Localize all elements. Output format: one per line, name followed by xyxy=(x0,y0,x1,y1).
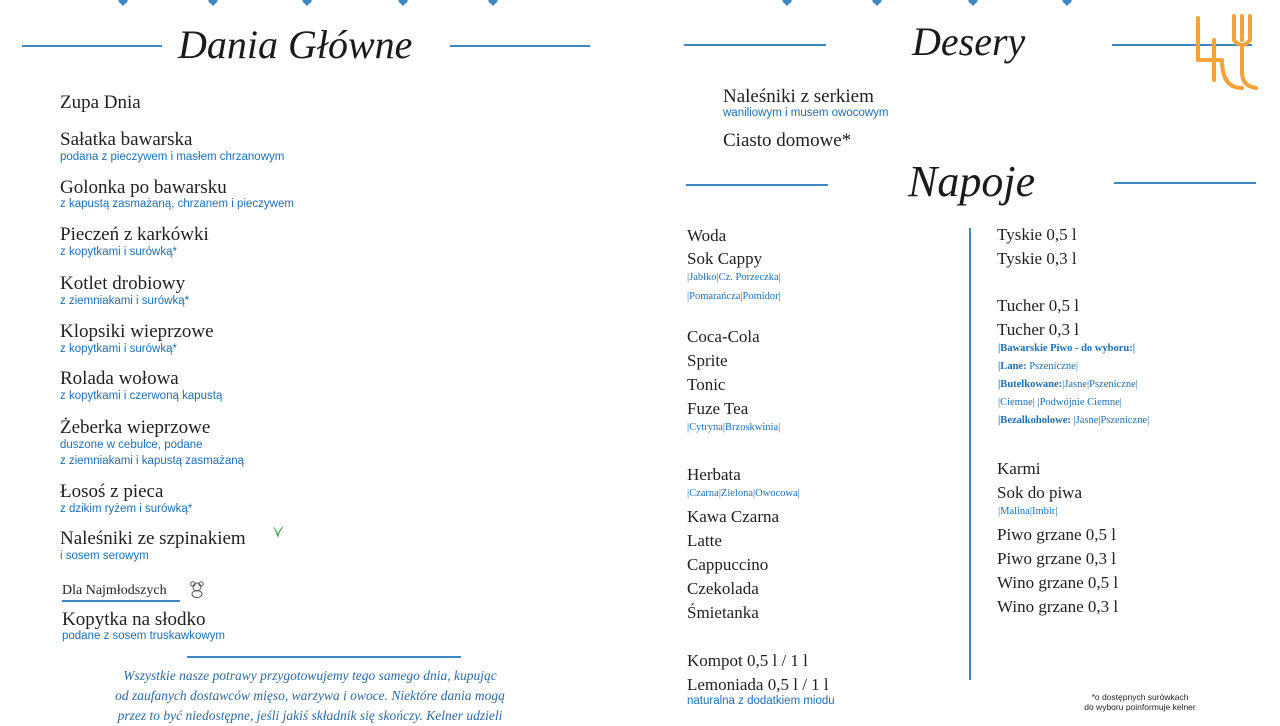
dish-name: Łosoś z pieca xyxy=(60,481,164,502)
drink-name: Tucher 0,3 l xyxy=(997,320,1080,339)
footnote-line: do wyboru poinformuje kelner xyxy=(1084,702,1196,713)
dish-name: Naleśniki ze szpinakiem xyxy=(60,528,246,549)
drink-name: Kompot 0,5 l / 1 l xyxy=(687,651,808,670)
drink-name: Tucher 0,5 l xyxy=(997,296,1080,315)
heading-rule xyxy=(684,44,826,46)
ornament-icon xyxy=(1062,0,1072,6)
drink-options: |Czarna|Zielona|Owocowa| xyxy=(687,488,800,499)
ornament-icon xyxy=(872,0,882,6)
drink-name: Karmi xyxy=(997,459,1041,478)
dish-description: podana z pieczywem i masłem chrzanowym xyxy=(60,151,285,163)
drink-name: Woda xyxy=(687,226,727,245)
dish-description: i sosem serowym xyxy=(60,550,149,562)
dish-description: z kopytkami i czerwoną kapustą xyxy=(60,390,223,402)
drink-name: Sok do piwa xyxy=(997,483,1082,502)
drink-name: Tyskie 0,3 l xyxy=(997,249,1077,268)
drink-name: Piwo grzane 0,5 l xyxy=(997,525,1116,544)
drink-name: Lemoniada 0,5 l / 1 l xyxy=(687,675,829,694)
drink-options: |Cytryna|Brzoskwinia| xyxy=(687,422,781,433)
dish-description: podane z sosem truskawkowym xyxy=(62,630,225,642)
ornament-icon xyxy=(488,0,498,6)
drink-name: Latte xyxy=(687,531,722,550)
drink-name: Czekolada xyxy=(687,579,759,598)
dish-description: z ziemniakami i kapustą zasmażaną xyxy=(60,455,245,467)
note-line: Wszystkie nasze potrawy przygotowujemy tego samego dnia, kupując xyxy=(123,668,497,683)
note-line: przez to być niedostępne, jeśli jakiś składnik się skończy. Kelner udzieli xyxy=(117,708,503,723)
main-heading: Dania Główne xyxy=(178,22,413,67)
dish-description: waniliowym i musem owocowym xyxy=(723,107,889,119)
dish-name: Kotlet drobiowy xyxy=(60,273,186,294)
heading-rule xyxy=(1114,182,1256,184)
teddy-bear-icon xyxy=(188,580,206,598)
restaurant-logo xyxy=(1192,10,1264,94)
ornament-icon xyxy=(782,0,792,6)
drink-name: Cappuccino xyxy=(687,555,769,574)
bottled-label: |Butelkowane: xyxy=(998,379,1063,390)
drink-name: Śmietanka xyxy=(687,603,759,622)
footnote-line: *o dostępnych surówkach xyxy=(1091,692,1189,702)
drink-name: Tonic xyxy=(687,375,726,394)
dish-name: Pieczeń z karkówki xyxy=(60,224,209,245)
ornament-icon xyxy=(968,0,978,6)
dish-description: duszone w cebulce, podane xyxy=(60,439,203,451)
drink-name: Tyskie 0,5 l xyxy=(997,225,1077,244)
drink-name: Coca-Cola xyxy=(687,327,760,346)
drink-options: |Jabłko|Cz. Porzeczka| xyxy=(687,272,781,283)
ornament-icon xyxy=(118,0,128,6)
drink-name: Herbata xyxy=(687,465,741,484)
drinks-heading: Napoje xyxy=(908,157,1036,206)
dish-name: Rolada wołowa xyxy=(60,368,179,389)
bottled-value-2: |Ciemne| |Podwójnie Ciemne| xyxy=(998,397,1122,408)
nonalc-label: |Bezalkoholowe: xyxy=(998,415,1071,426)
drink-options: |Malina|Imbir| xyxy=(998,506,1058,517)
bottled-value: |Jasne|Pszeniczne| xyxy=(1062,379,1138,390)
dish-name: Zupa Dnia xyxy=(60,92,141,113)
note-rule xyxy=(187,656,461,658)
lane-label: |Lane: xyxy=(998,361,1027,372)
dish-description: z dzikim ryżem i surówką* xyxy=(60,503,193,515)
kids-underline xyxy=(62,600,180,602)
footnote xyxy=(1060,692,1220,712)
drink-name: Sprite xyxy=(687,351,728,370)
dish-description: z ziemniakami i surówką* xyxy=(60,295,190,307)
drink-name: Piwo grzane 0,3 l xyxy=(997,549,1116,568)
menu-note xyxy=(60,666,560,726)
dish-name: Klopsiki wieprzowe xyxy=(60,321,214,342)
drink-name: Fuze Tea xyxy=(687,399,749,418)
dish-description: z kopytkami i surówką* xyxy=(60,246,177,258)
ornament-icon xyxy=(302,0,312,6)
nonalc-value: |Jasne|Pszeniczne| xyxy=(1073,415,1150,426)
dish-name: Żeberka wieprzowe xyxy=(60,417,211,438)
drink-name: Wino grzane 0,3 l xyxy=(997,597,1119,616)
dish-name: Sałatka bawarska xyxy=(60,129,193,150)
drink-name: Wino grzane 0,5 l xyxy=(997,573,1119,592)
leaf-icon xyxy=(270,524,286,540)
note-line: od zaufanych dostawców mięso, warzywa i owoce. Niektóre dania mogą xyxy=(115,688,505,703)
dish-name: Ciasto domowe* xyxy=(723,130,852,151)
heading-rule xyxy=(686,184,828,186)
ornament-icon xyxy=(398,0,408,6)
heading-rule xyxy=(450,45,590,47)
desserts-heading: Desery xyxy=(912,19,1026,64)
bavarian-header: |Bawarskie Piwo - do wyboru:| xyxy=(998,343,1136,354)
column-divider xyxy=(969,228,971,680)
dish-name: Naleśniki z serkiem xyxy=(723,86,874,107)
drink-name: Kawa Czarna xyxy=(687,507,780,526)
lane-value: Pszeniczne| xyxy=(1029,361,1078,372)
drink-description: naturalna z dodatkiem miodu xyxy=(687,695,835,707)
dish-name: Golonka po bawarsku xyxy=(60,177,227,198)
kids-title: Dla Najmłodszych xyxy=(62,583,167,598)
drink-options: |Pomarańcza|Pomidor| xyxy=(687,291,781,302)
ornament-icon xyxy=(208,0,218,6)
dish-name: Kopytka na słodko xyxy=(62,609,206,630)
dish-description: z kapustą zasmażaną, chrzanem i pieczywem xyxy=(60,198,294,210)
drink-name: Sok Cappy xyxy=(687,249,763,268)
heading-rule xyxy=(22,45,162,47)
dish-description: z kopytkami i surówką* xyxy=(60,343,177,355)
